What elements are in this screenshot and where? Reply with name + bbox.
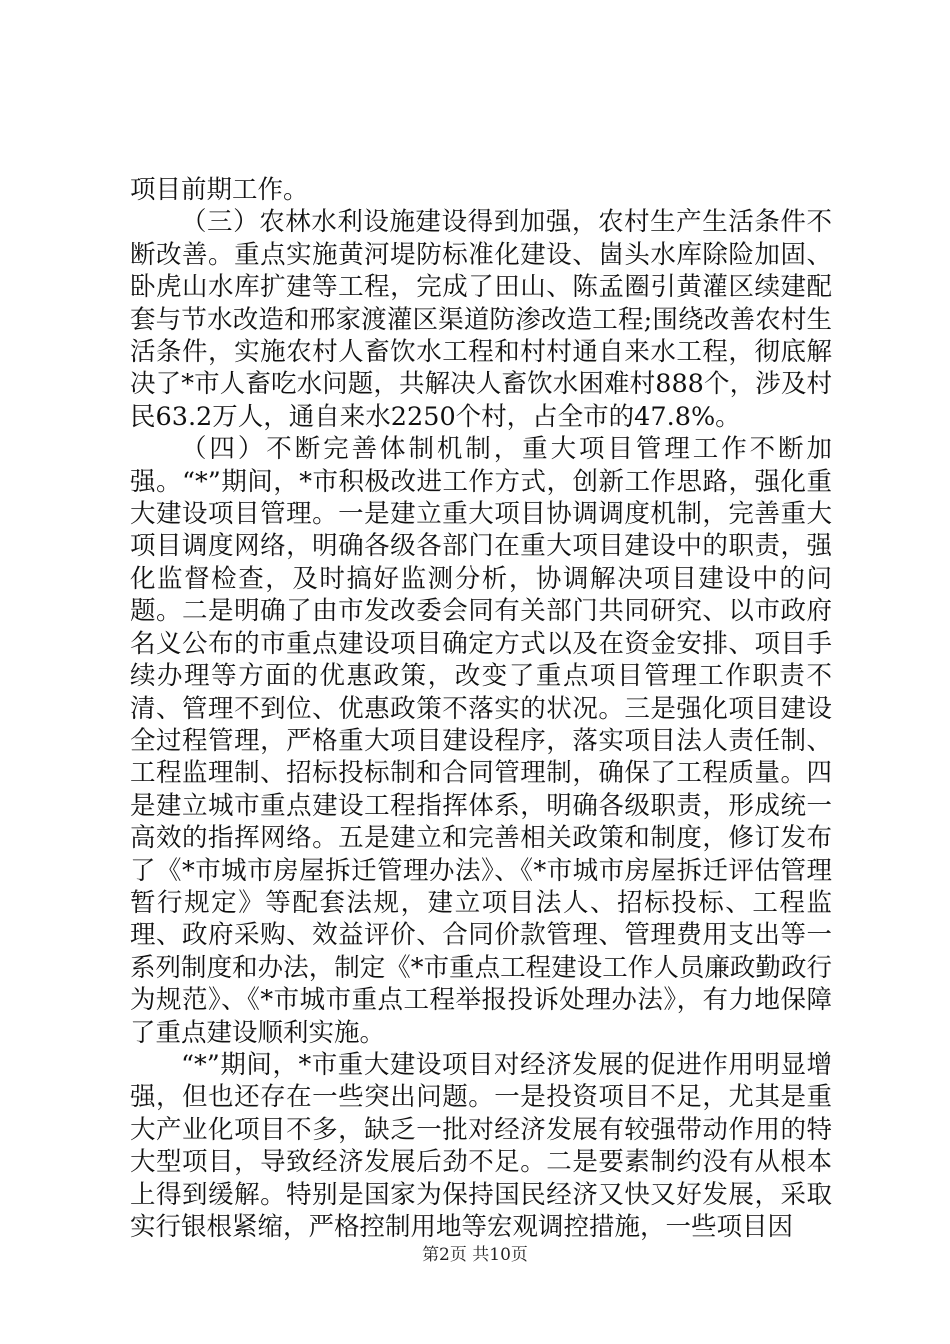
paragraph-section-three: （三）农林水利设施建设得到加强，农村生产生活条件不断改善。重点实施黄河堤防标准化建设、崮头水库除险加固、卧虎山水库扩建等工程，完成了田山、陈孟圈引黄灌区续建配套与节水改造和邢家渡灌区渠道防渗改造工程;围绕改善农村生活条件，实施农村人畜饮水工程和村村通自来水工程，彻底解决了*市人畜吃水问题，共解决人畜饮水困难村888个，涉及村民63.2万人，通自来水2250个村，占全市的47.8%。 (130, 207, 832, 432)
page-footer: 第2页 共10页 (422, 1245, 528, 1265)
paragraph-problems: “*”期间，*市重大建设项目对经济发展的促进作用明显增强，但也还存在一些突出问题。一是投资项目不足，尤其是重大产业化项目不多，缺乏一批对经济发展有较强带动作用的特大型项目，导致经济发展后劲不足。二是要素制约没有从根本上得到缓解。特别是国家为保持国民经济又快又好发展，采取实行银根紧缩，严格控制用地等宏观调控措施，一些项目因 (130, 1049, 832, 1242)
paragraph-continuation: 项目前期工作。 (130, 175, 309, 205)
document-body (130, 174, 832, 1243)
paragraph-section-four: （四）不断完善体制机制，重大项目管理工作不断加强。“*”期间，*市积极改进工作方式，创新工作思路，强化重大建设项目管理。一是建立重大项目协调调度机制，完善重大项目调度网络，明确各级各部门在重大项目建设中的职责，强化监督检查，及时搞好监测分析，协调解决项目建设中的问题。二是明确了由市发改委会同有关部门共同研究、以市政府名义公布的市重点建设项目确定方式以及在资金安排、项目手续办理等方面的优惠政策，改变了重点项目管理工作职责不清、管理不到位、优惠政策不落实的状况。三是强化项目建设全过程管理，严格重大项目建设程序，落实项目法人责任制、工程监理制、招标投标制和合同管理制，确保了工程质量。四是建立城市重点建设工程指挥体系，明确各级职责，形成统一高效的指挥网络。五是建立和完善相关政策和制度，修订发布了《*市城市房屋拆迁管理办法》、《*市城市房屋拆迁评估管理暂行规定》等配套法规，建立项目法人、招标投标、工程监理、政府采购、效益评价、合同价款管理、管理费用支出等一系列制度和办法，制定《*市重点工程建设工作人员廉政勤政行为规范》、《*市城市重点工程举报投诉处理办法》，有力地保障了重点建设顺利实施。 (130, 434, 832, 1048)
